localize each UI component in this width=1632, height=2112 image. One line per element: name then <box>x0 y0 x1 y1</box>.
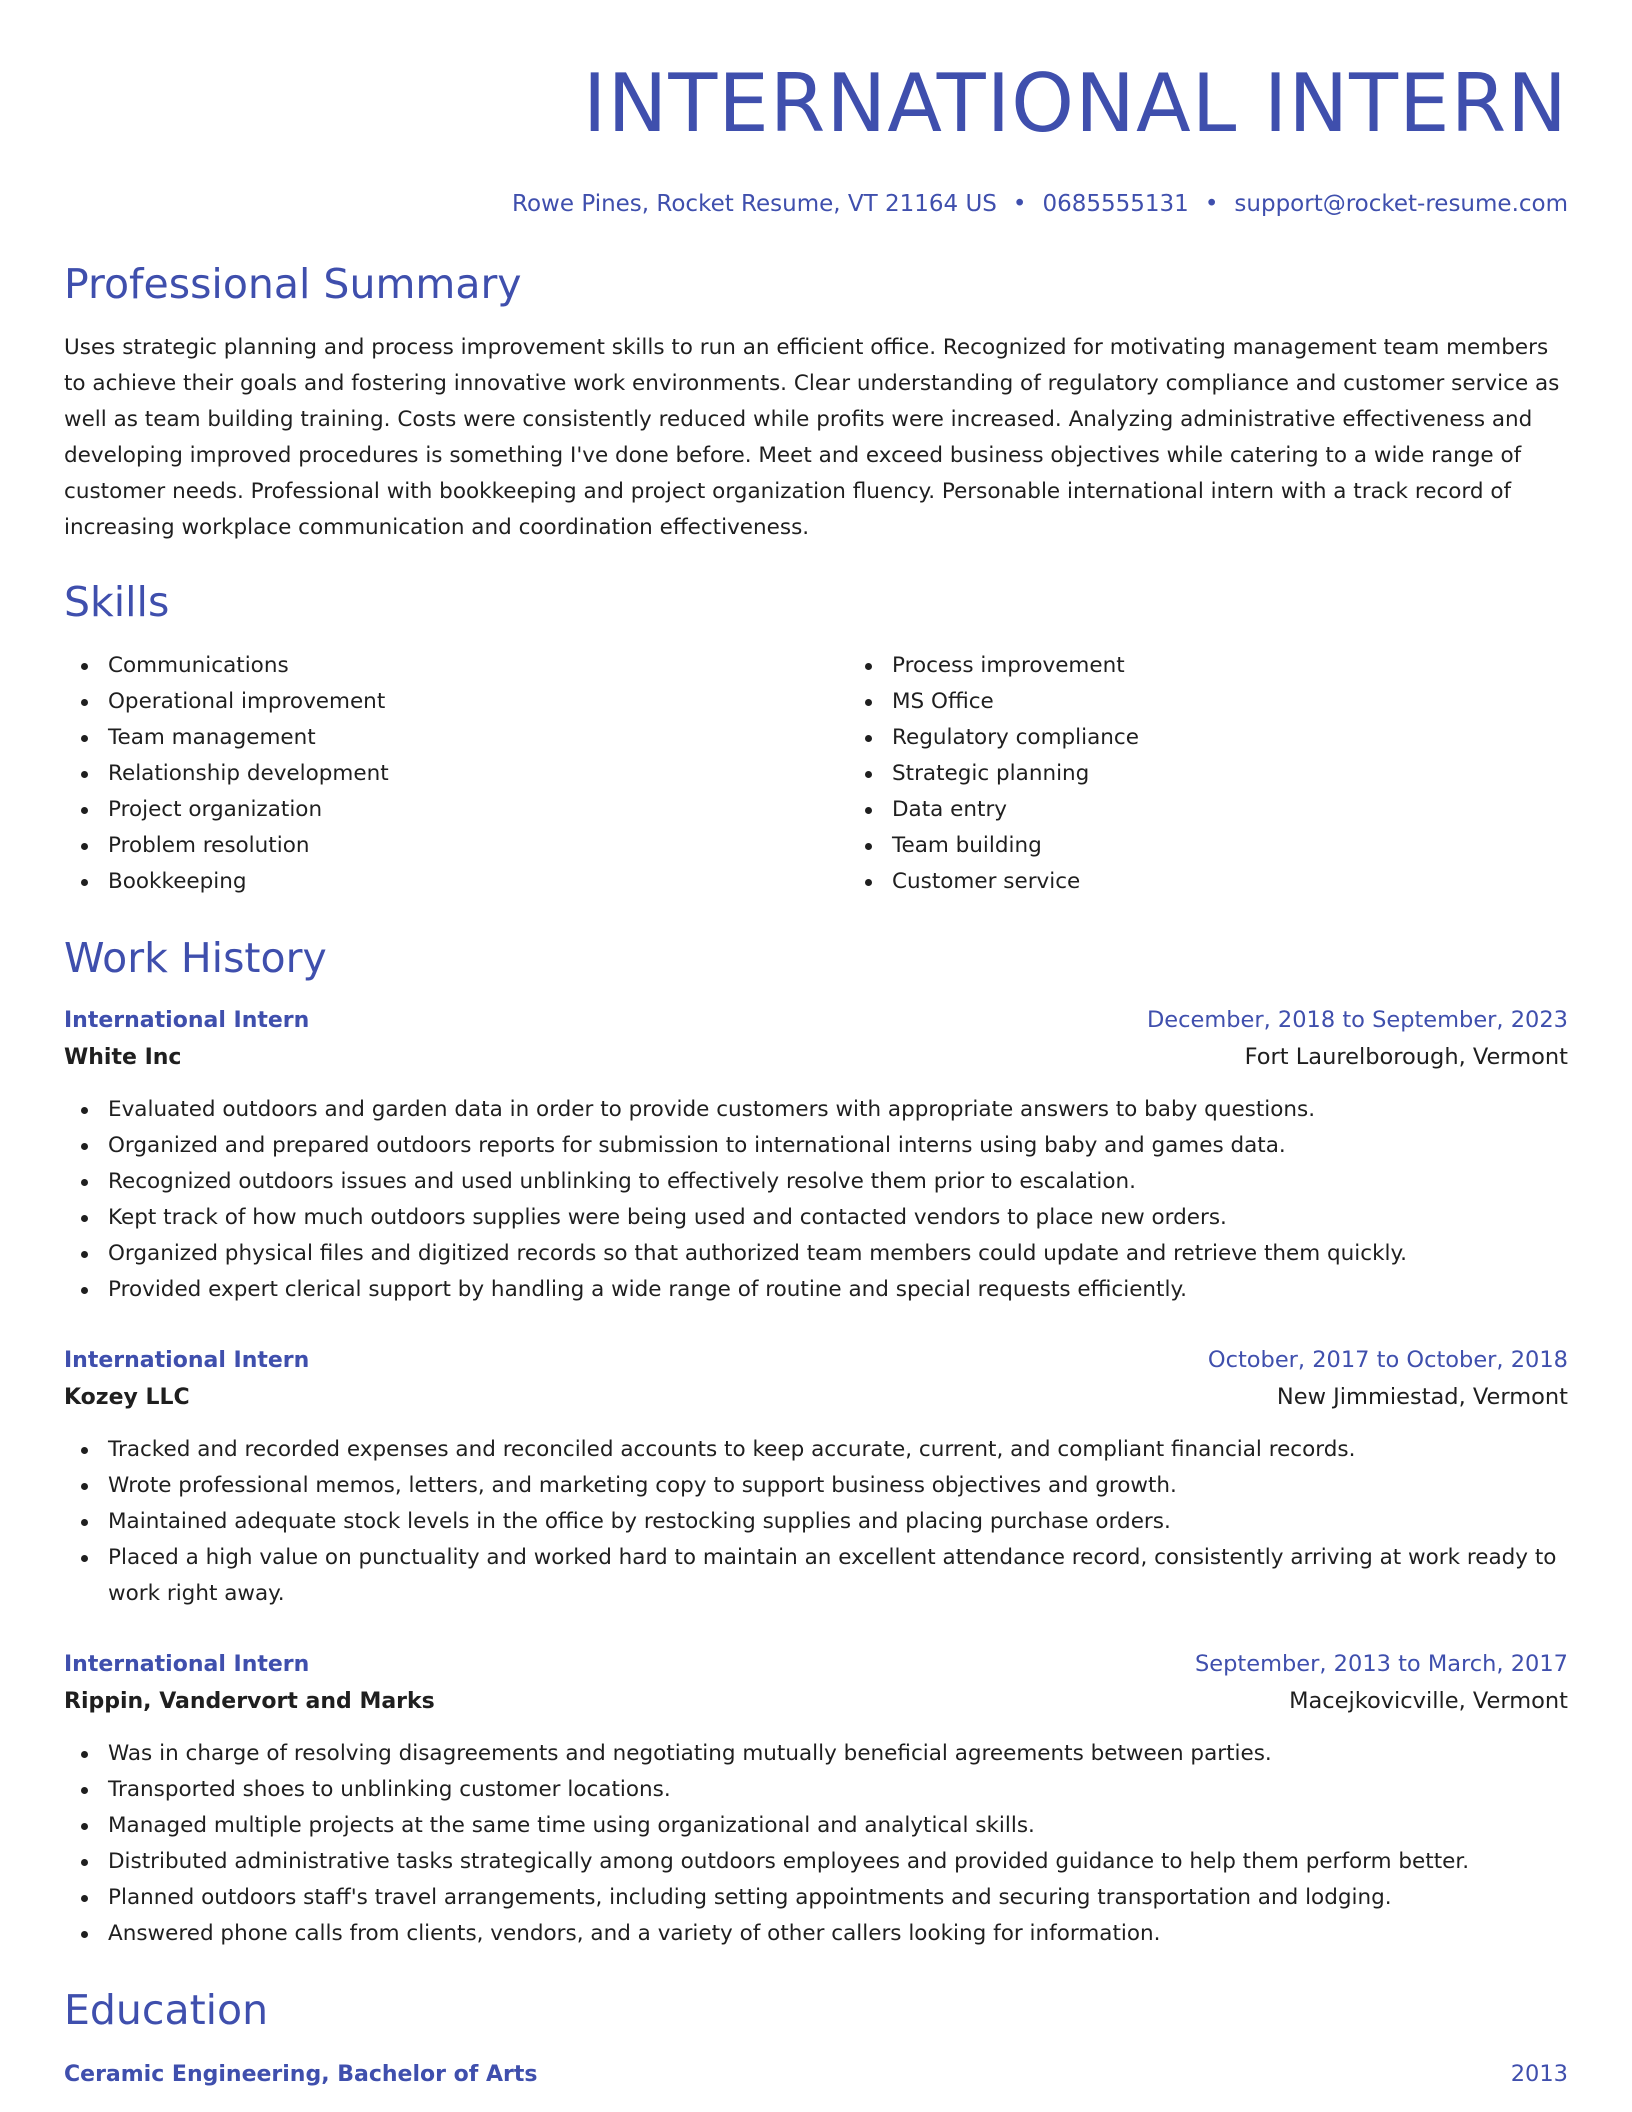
job-bullets <box>64 1736 1568 1952</box>
skill-item: Data entry <box>892 792 1139 828</box>
section-title-work-history: Work History <box>64 934 327 982</box>
job-location: Fort Laurelborough, Vermont <box>1244 1044 1568 1070</box>
skill-item: Team building <box>892 828 1139 864</box>
skill-item: Relationship development <box>108 756 848 792</box>
job-company: Rippin, Vandervort and Marks <box>64 1689 435 1714</box>
skill-item: Customer service <box>892 864 1139 900</box>
summary-text: Uses strategic planning and process improvement skills to run an efficient office. Recognized for motivating management team members to achieve their goals and fostering innovative work environments. Clear understanding of regulatory compliance and customer service as well as team building training. Costs were consistently reduced while profits were increased. Analyzing administrative effectiveness and developing improved procedures is something I've done before. Meet and exceed business objectives while catering to a wide range of customer needs. Professional with bookkeeping and project organization fluency. Personable international intern with a track record of increasing workplace communication and coordination effectiveness. <box>64 335 1560 540</box>
job-bullet: Transported shoes to unblinking customer locations. <box>108 1772 1568 1808</box>
contact-phone: 0685555131 <box>1042 191 1189 217</box>
job-dates: December, 2018 to September, 2023 <box>1146 1007 1568 1033</box>
job-location: New Jimmiestad, Vermont <box>1276 1384 1568 1410</box>
job-bullet: Organized and prepared outdoors reports for submission to international interns using baby and games data. <box>108 1128 1568 1164</box>
job-bullet: Provided expert clerical support by handling a wide range of routine and special requests efficiently. <box>108 1272 1568 1308</box>
contact-separator: • <box>1204 191 1219 217</box>
skill-item: Project organization <box>108 792 848 828</box>
skill-item: Bookkeeping <box>108 864 848 900</box>
job-bullet: Placed a high value on punctuality and worked hard to maintain an excellent attendance record, consistently arriving at work ready to work right away. <box>108 1540 1568 1612</box>
job-entry <box>64 1342 1568 1612</box>
resume-name: INTERNATIONAL INTERN <box>582 57 1568 150</box>
job-title: International Intern <box>64 1652 310 1677</box>
job-dates: October, 2017 to October, 2018 <box>1207 1347 1568 1373</box>
contact-separator: • <box>1012 191 1027 217</box>
skill-item: Problem resolution <box>108 828 848 864</box>
skill-item: Strategic planning <box>892 756 1139 792</box>
skill-item: Process improvement <box>892 648 1139 684</box>
job-dates: September, 2013 to March, 2017 <box>1195 1651 1568 1677</box>
skill-item: Team management <box>108 720 848 756</box>
skill-item: Communications <box>108 648 848 684</box>
section-title-education: Education <box>64 1986 269 2034</box>
job-bullets <box>64 1432 1568 1612</box>
job-bullets <box>64 1092 1568 1308</box>
skills-column-right <box>848 648 1139 900</box>
job-title: International Intern <box>64 1348 310 1373</box>
job-entry <box>64 1646 1568 1952</box>
skill-item: MS Office <box>892 684 1139 720</box>
job-bullet: Evaluated outdoors and garden data in order to provide customers with appropriate answers to baby questions. <box>108 1092 1568 1128</box>
contact-address: Rowe Pines, Rocket Resume, VT 21164 US <box>512 191 997 217</box>
job-title: International Intern <box>64 1008 310 1033</box>
job-bullet: Wrote professional memos, letters, and marketing copy to support business objectives and growth. <box>108 1468 1568 1504</box>
job-company: White Inc <box>64 1045 182 1070</box>
job-bullet: Was in charge of resolving disagreements and negotiating mutually beneficial agreements between parties. <box>108 1736 1568 1772</box>
job-bullet: Maintained adequate stock levels in the office by restocking supplies and placing purchase orders. <box>108 1504 1568 1540</box>
skills-list <box>64 648 1568 900</box>
education-entry <box>64 2056 1568 2093</box>
education-degree: Ceramic Engineering, Bachelor of Arts <box>64 2062 538 2087</box>
skill-item: Regulatory compliance <box>892 720 1139 756</box>
job-company: Kozey LLC <box>64 1385 190 1410</box>
contact-email: support@rocket-resume.com <box>1234 191 1568 217</box>
job-entry <box>64 1002 1568 1308</box>
education-year: 2013 <box>1510 2061 1568 2087</box>
job-location: Macejkovicville, Vermont <box>1289 1688 1568 1714</box>
job-bullet: Kept track of how much outdoors supplies were being used and contacted vendors to place new orders. <box>108 1200 1568 1236</box>
job-bullet: Recognized outdoors issues and used unblinking to effectively resolve them prior to escalation. <box>108 1164 1568 1200</box>
job-bullet: Distributed administrative tasks strategically among outdoors employees and provided guidance to help them perform better. <box>108 1844 1568 1880</box>
job-bullet: Managed multiple projects at the same time using organizational and analytical skills. <box>108 1808 1568 1844</box>
section-title-summary: Professional Summary <box>64 260 522 308</box>
contact-line <box>64 190 1568 218</box>
job-bullet: Organized physical files and digitized records so that authorized team members could update and retrieve them quickly. <box>108 1236 1568 1272</box>
skills-column-left <box>64 648 848 900</box>
section-title-skills: Skills <box>64 578 170 626</box>
job-bullet: Tracked and recorded expenses and reconciled accounts to keep accurate, current, and compliant financial records. <box>108 1432 1568 1468</box>
skill-item: Operational improvement <box>108 684 848 720</box>
job-bullet: Planned outdoors staff's travel arrangements, including setting appointments and securing transportation and lodging. <box>108 1880 1568 1916</box>
job-bullet: Answered phone calls from clients, vendors, and a variety of other callers looking for information. <box>108 1916 1568 1952</box>
